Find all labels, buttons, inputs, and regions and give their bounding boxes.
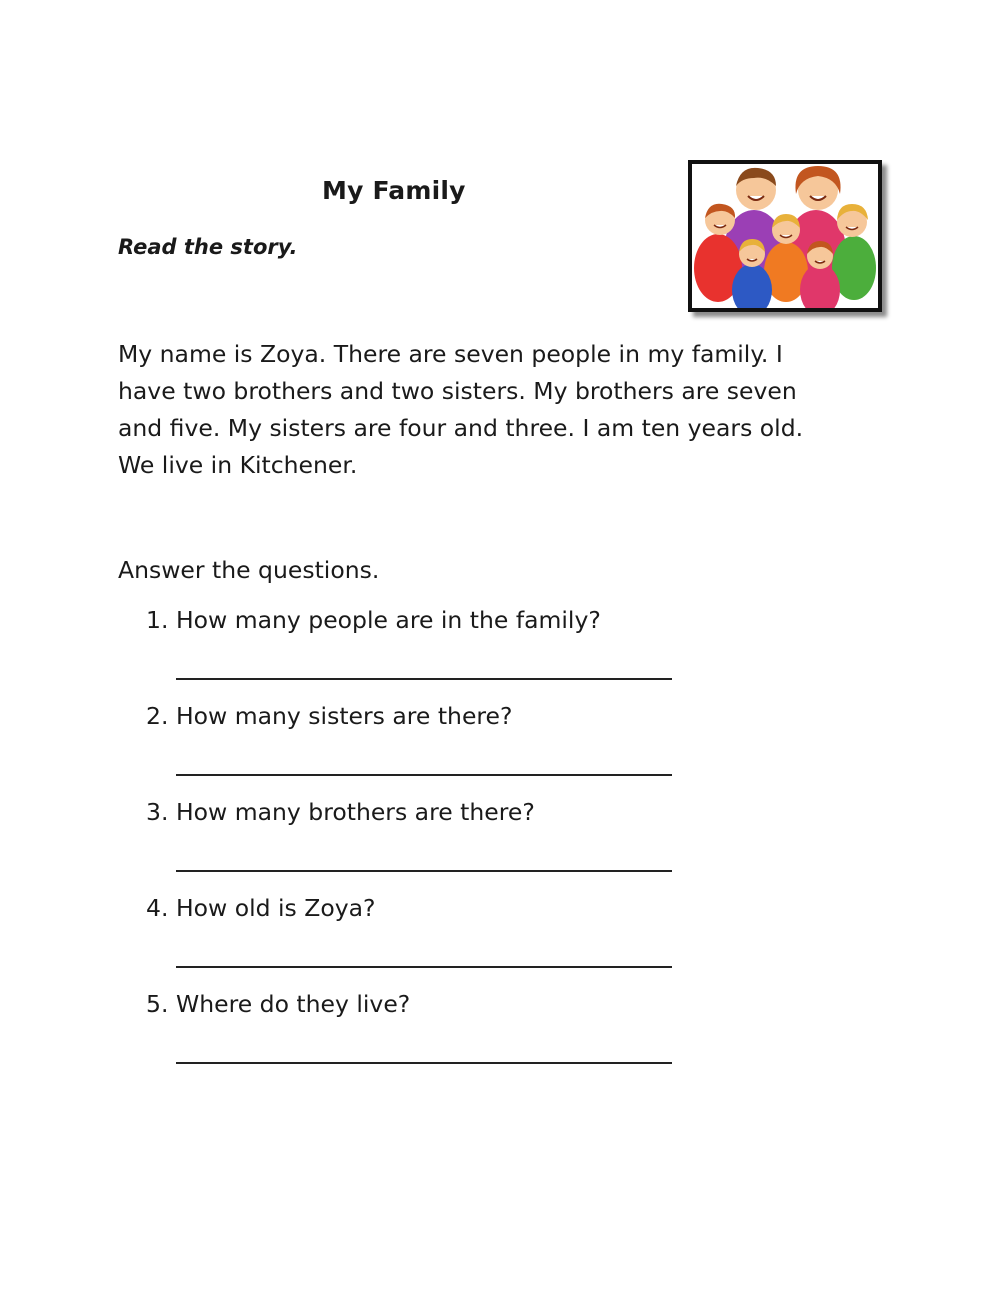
question-item: [146, 798, 706, 894]
question-item: [146, 894, 706, 990]
question-text: Where do they live?: [176, 990, 411, 1018]
question-text: How many people are in the family?: [176, 606, 601, 634]
answer-line[interactable]: [176, 870, 672, 872]
question-text: How many sisters are there?: [176, 702, 513, 730]
answer-line[interactable]: [176, 966, 672, 968]
answer-heading: Answer the questions.: [118, 556, 380, 584]
story-line: have two brothers and two sisters. My brothers are seven: [118, 377, 797, 405]
question-number: 4.: [146, 894, 169, 922]
question-text: How old is Zoya?: [176, 894, 376, 922]
page-title: My Family: [322, 176, 466, 205]
question-text: How many brothers are there?: [176, 798, 535, 826]
story-line: My name is Zoya. There are seven people in my family. I: [118, 340, 783, 368]
story-line: and five. My sisters are four and three. I am ten years old.: [118, 414, 804, 442]
family-clipart-icon: [692, 164, 878, 308]
question-item: [146, 606, 706, 702]
question-item: [146, 990, 706, 1086]
story-paragraph: [118, 336, 858, 484]
question-number: 1.: [146, 606, 169, 634]
story-line: We live in Kitchener.: [118, 451, 358, 479]
answer-line[interactable]: [176, 678, 672, 680]
question-number: 2.: [146, 702, 169, 730]
question-item: [146, 702, 706, 798]
instruction-text: Read the story.: [118, 235, 298, 259]
answer-line[interactable]: [176, 774, 672, 776]
family-picture: [688, 160, 882, 312]
question-list: [146, 606, 706, 1086]
answer-line[interactable]: [176, 1062, 672, 1064]
question-number: 3.: [146, 798, 169, 826]
question-number: 5.: [146, 990, 169, 1018]
